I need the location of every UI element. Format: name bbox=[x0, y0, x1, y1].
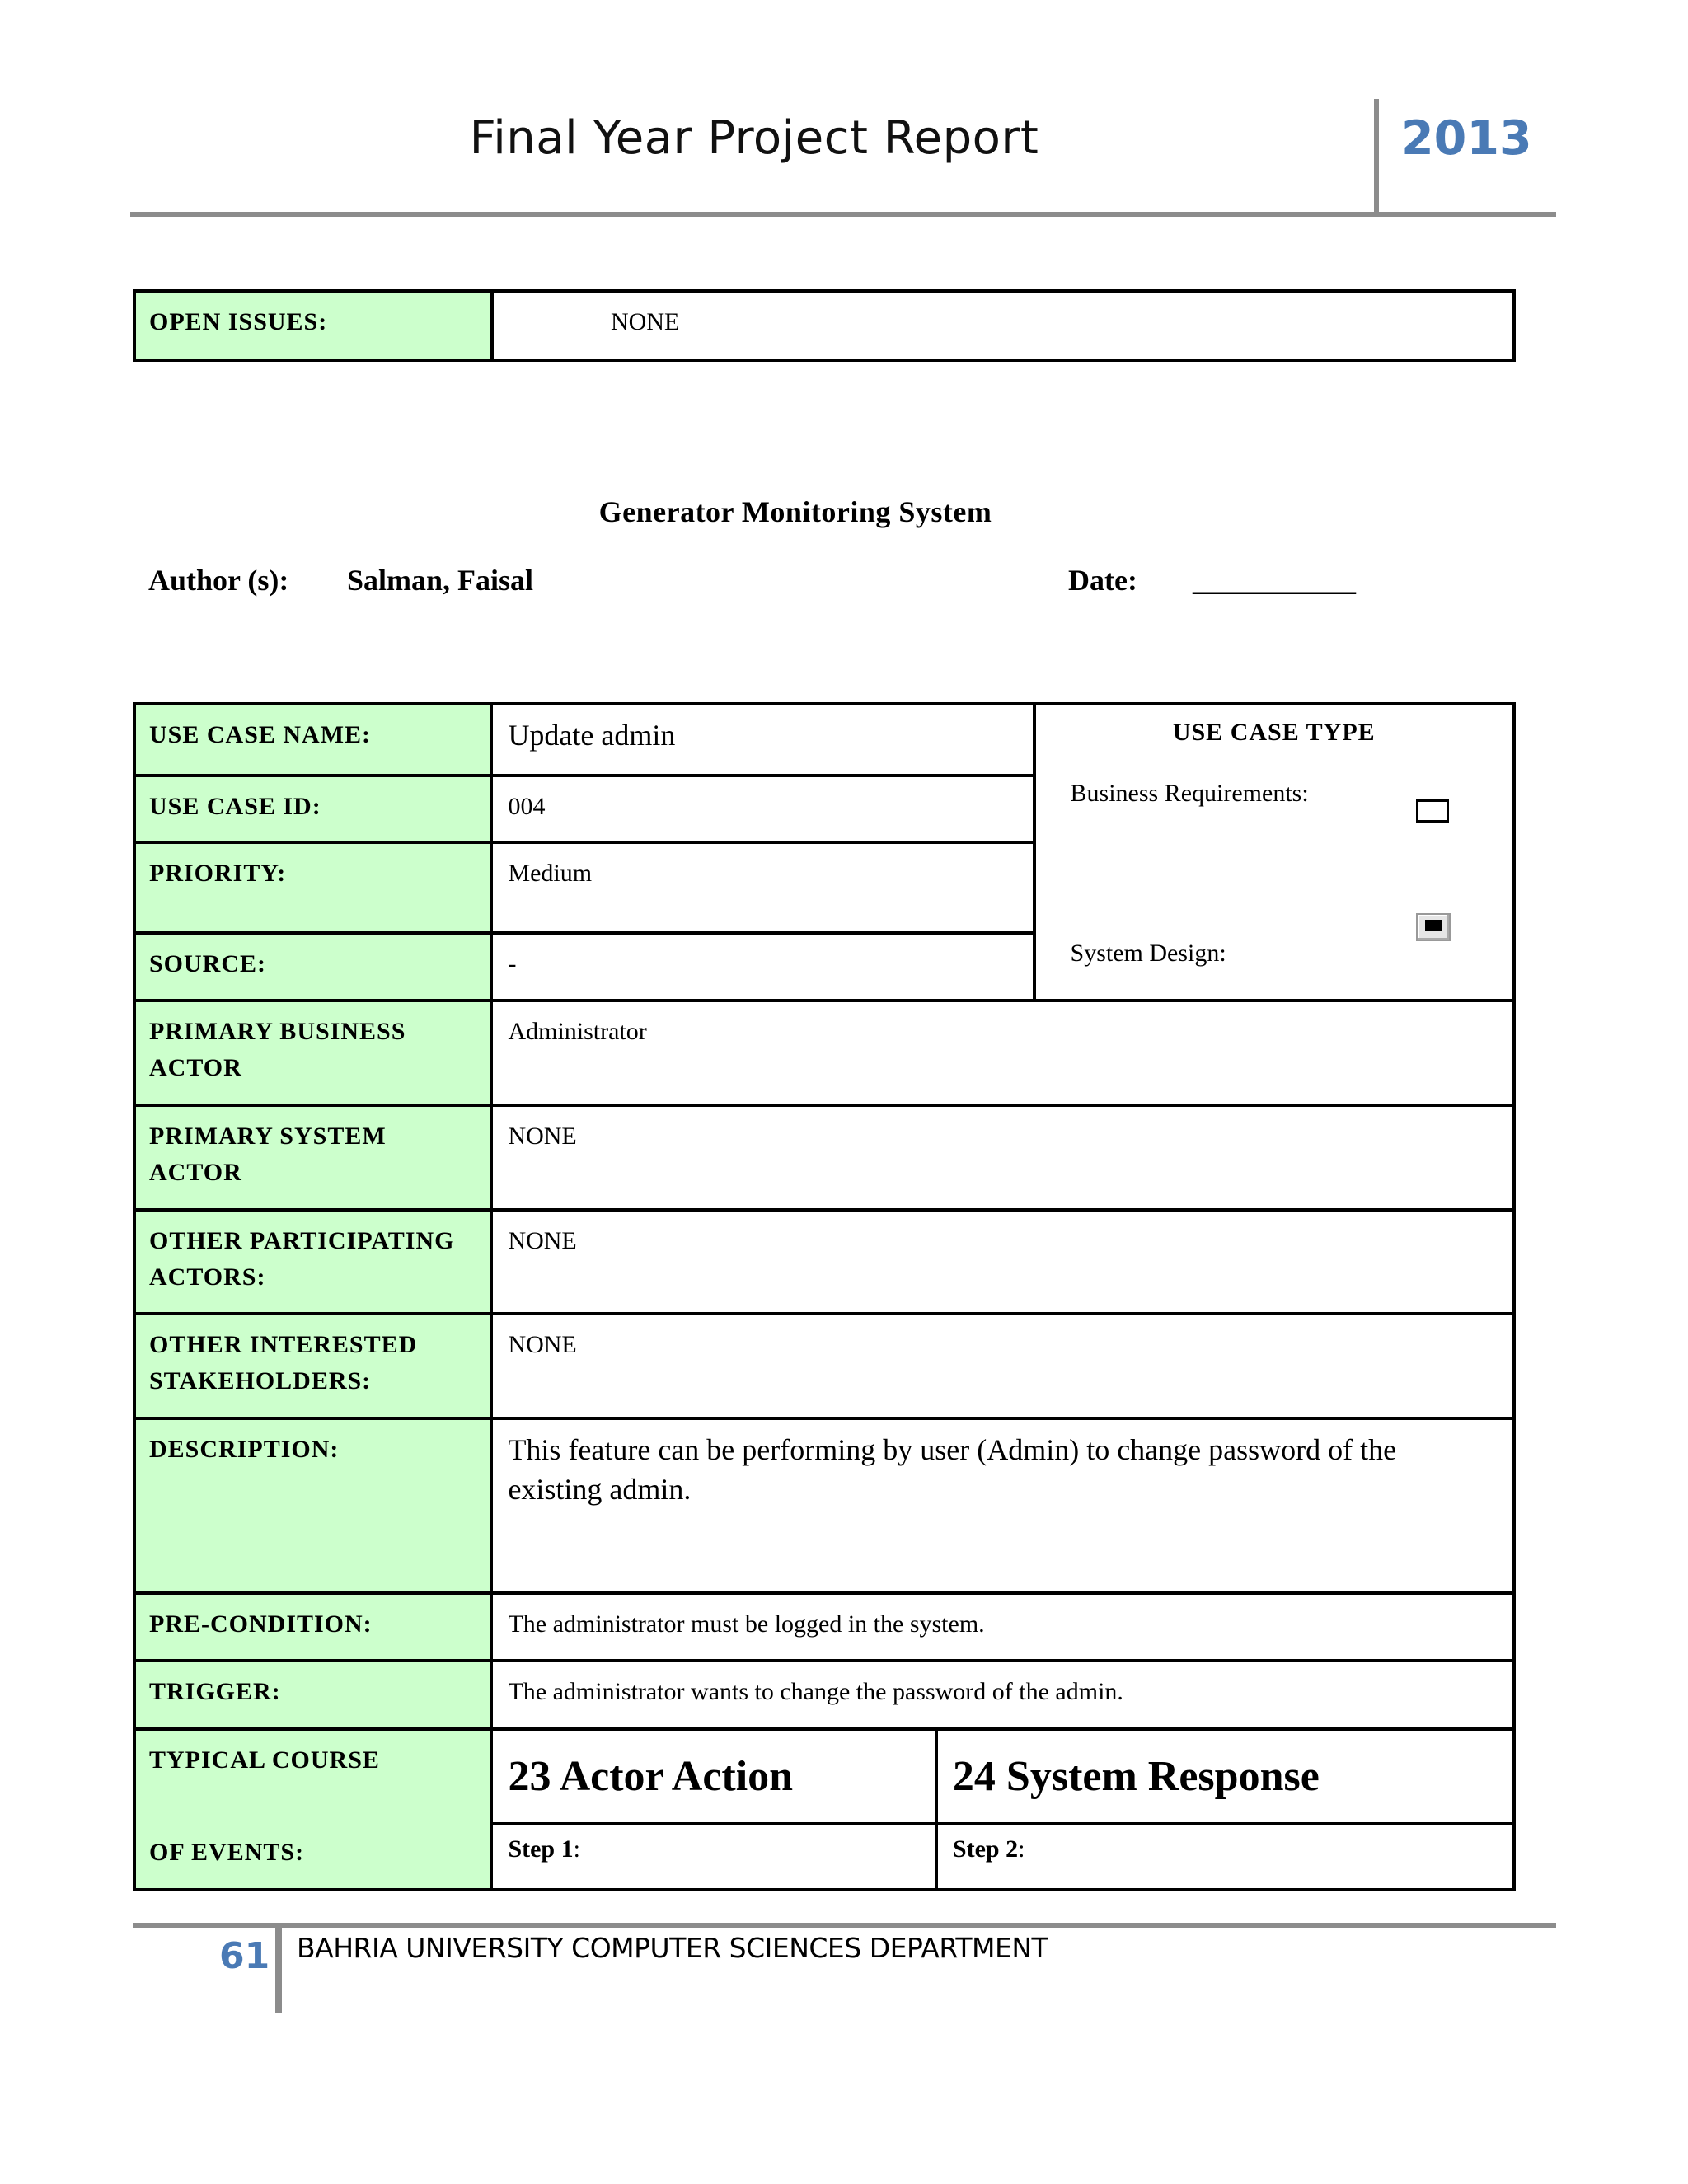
business-requirements-checkbox[interactable] bbox=[1416, 799, 1449, 823]
use-case-table bbox=[133, 702, 1516, 1891]
author-label: Author (s): bbox=[148, 564, 289, 597]
use-case-name-value: Update admin bbox=[491, 704, 1034, 776]
use-case-id-label: USE CASE ID: bbox=[134, 776, 491, 842]
typical-course-label-line2: OF EVENTS: bbox=[149, 1839, 305, 1866]
actor-action-heading: 23 Actor Action bbox=[491, 1729, 935, 1824]
use-case-id-value: 004 bbox=[491, 776, 1034, 842]
report-year: 2013 bbox=[1401, 111, 1532, 166]
primary-system-actor-value: NONE bbox=[491, 1105, 1514, 1210]
description-value: This feature can be performing by user (Admin) to change password of the existing admin. bbox=[491, 1418, 1514, 1593]
header-divider bbox=[130, 212, 1556, 217]
report-title: Final Year Project Report bbox=[469, 111, 1039, 165]
precondition-value: The administrator must be logged in the system. bbox=[491, 1593, 1514, 1661]
trigger-value: The administrator wants to change the password of the admin. bbox=[491, 1661, 1514, 1729]
footer-divider-vertical bbox=[275, 1923, 282, 2013]
other-participating-actors-label: OTHER PARTICIPATING ACTORS: bbox=[134, 1210, 491, 1314]
use-case-type-cell bbox=[1034, 704, 1514, 1001]
trigger-label: TRIGGER: bbox=[134, 1661, 491, 1729]
business-requirements-label: Business Requirements: bbox=[1070, 780, 1309, 807]
source-value: - bbox=[491, 933, 1034, 1001]
document-title: Generator Monitoring System bbox=[598, 495, 992, 528]
primary-business-actor-label: PRIMARY BUSINESS ACTOR bbox=[134, 1001, 491, 1105]
other-interested-stakeholders-label: OTHER INTERESTED STAKEHOLDERS: bbox=[134, 1314, 491, 1418]
date-label: Date: bbox=[1068, 564, 1137, 597]
footer-department: BAHRIA UNIVERSITY COMPUTER SCIENCES DEPARTMENT bbox=[297, 1932, 1048, 1964]
priority-value: Medium bbox=[491, 842, 1034, 933]
date-value: ___________ bbox=[1193, 564, 1356, 597]
step-1-label: Step 1 bbox=[508, 1835, 574, 1863]
step-1-cell: Step 1: bbox=[491, 1824, 935, 1890]
description-label: DESCRIPTION: bbox=[134, 1418, 491, 1593]
primary-system-actor-label: PRIMARY SYSTEM ACTOR bbox=[134, 1105, 491, 1210]
use-case-name-label: USE CASE NAME: bbox=[134, 704, 491, 776]
system-design-label: System Design: bbox=[1070, 940, 1226, 967]
step-2-cell: Step 2: bbox=[936, 1824, 1514, 1890]
use-case-type-heading: USE CASE TYPE bbox=[1172, 719, 1376, 746]
open-issues-label: OPEN ISSUES: bbox=[134, 291, 492, 360]
page-number: 61 bbox=[219, 1935, 270, 1977]
open-issues-value: NONE bbox=[492, 291, 1514, 360]
system-response-heading: 24 System Response bbox=[936, 1729, 1514, 1824]
other-participating-actors-value: NONE bbox=[491, 1210, 1514, 1314]
header-divider-vertical bbox=[1374, 99, 1379, 214]
typical-course-label bbox=[134, 1729, 491, 1890]
precondition-label: PRE-CONDITION: bbox=[134, 1593, 491, 1661]
typical-course-label-line1: TYPICAL COURSE bbox=[149, 1746, 380, 1774]
system-design-checkbox[interactable] bbox=[1416, 913, 1451, 941]
priority-label: PRIORITY: bbox=[134, 842, 491, 933]
other-interested-stakeholders-value: NONE bbox=[491, 1314, 1514, 1418]
step-2-label: Step 2 bbox=[952, 1835, 1019, 1863]
primary-business-actor-value: Administrator bbox=[491, 1001, 1514, 1105]
author-value: Salman, Faisal bbox=[347, 564, 534, 597]
open-issues-table bbox=[133, 289, 1516, 362]
source-label: SOURCE: bbox=[134, 933, 491, 1001]
footer-divider bbox=[133, 1923, 1556, 1928]
checked-mark-icon bbox=[1425, 920, 1442, 931]
